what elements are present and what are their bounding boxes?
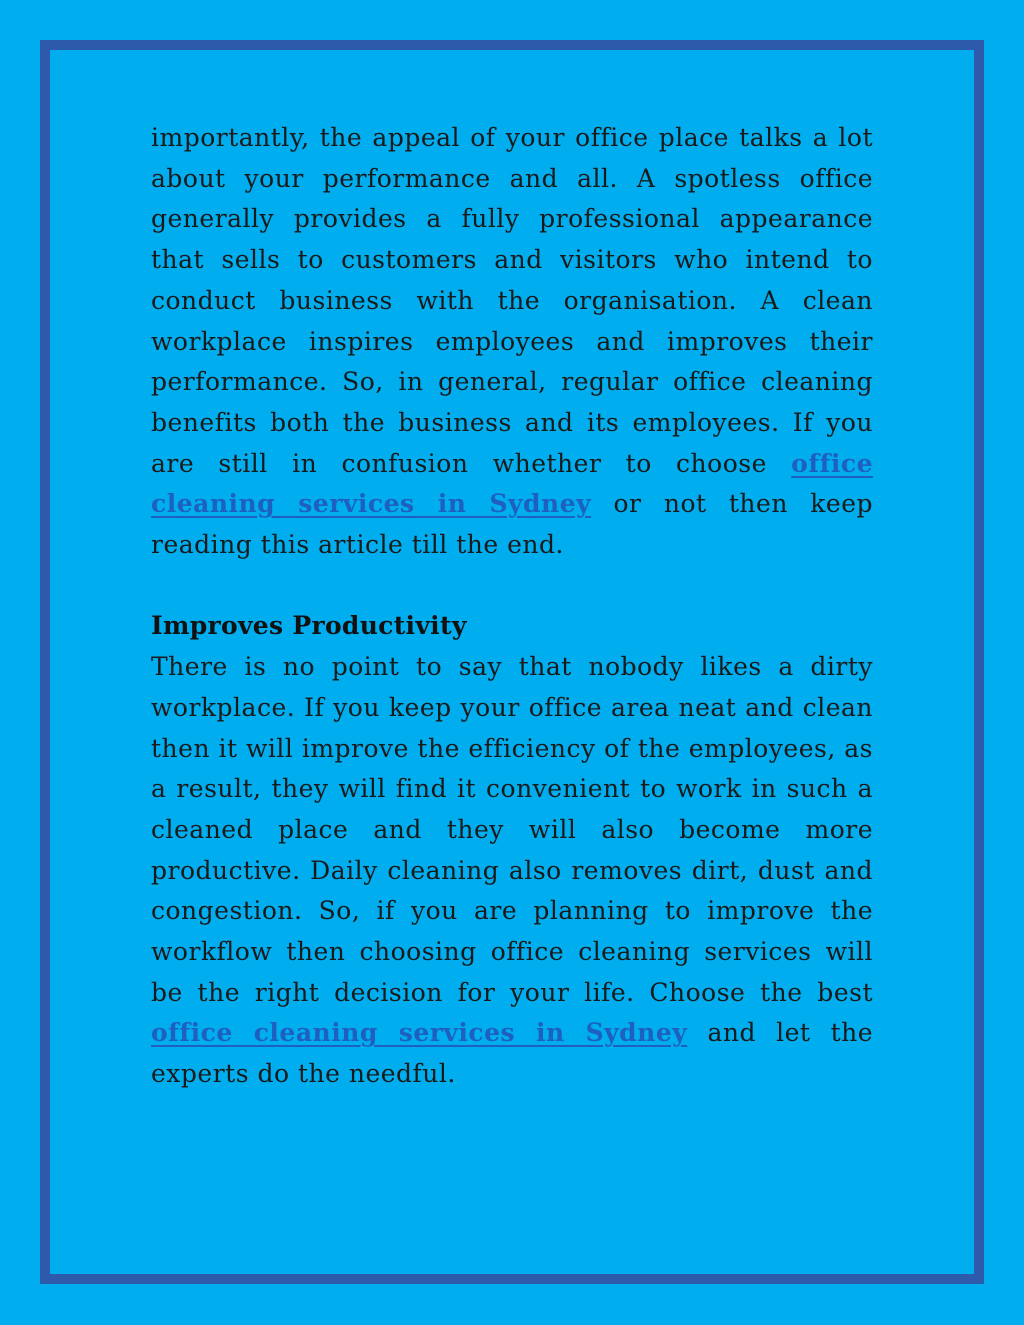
intro-paragraph xyxy=(151,118,873,566)
paragraph-spacer xyxy=(151,566,873,607)
office-cleaning-link[interactable]: office cleaning services in Sydney xyxy=(151,448,873,519)
intro-text-end: or not then keep reading this article till the end. xyxy=(151,489,873,560)
office-cleaning-link-2[interactable]: office cleaning services in Sydney xyxy=(151,1018,688,1048)
intro-text: importantly, the appeal of your office place talks a lot about your performance and all. A spotless office generally provides a fully professional appearance that sells to customers and visitors who intend to conduct business with the organisation. A clean workplace inspires employees and improves their performance. So, in general, regular office cleaning benefits both the business and its employees. If you are still in confusion whether to choose xyxy=(151,123,873,478)
section-heading: Improves Productivity xyxy=(151,611,467,641)
section-paragraph xyxy=(151,647,873,1095)
section-text: There is no point to say that nobody likes a dirty workplace. If you keep your office area neat and clean then it will improve the efficiency of the employees, as a result, they will find it convenient to work in such a cleaned place and they will also become more productive. Daily cleaning also removes dirt, dust and congestion. So, if you are planning to improve the workflow then choosing office cleaning services will be the right decision for your life. Choose the best xyxy=(151,652,873,1007)
section-text-end: and let the experts do the needful. xyxy=(151,1018,874,1089)
document-body xyxy=(151,118,873,1095)
